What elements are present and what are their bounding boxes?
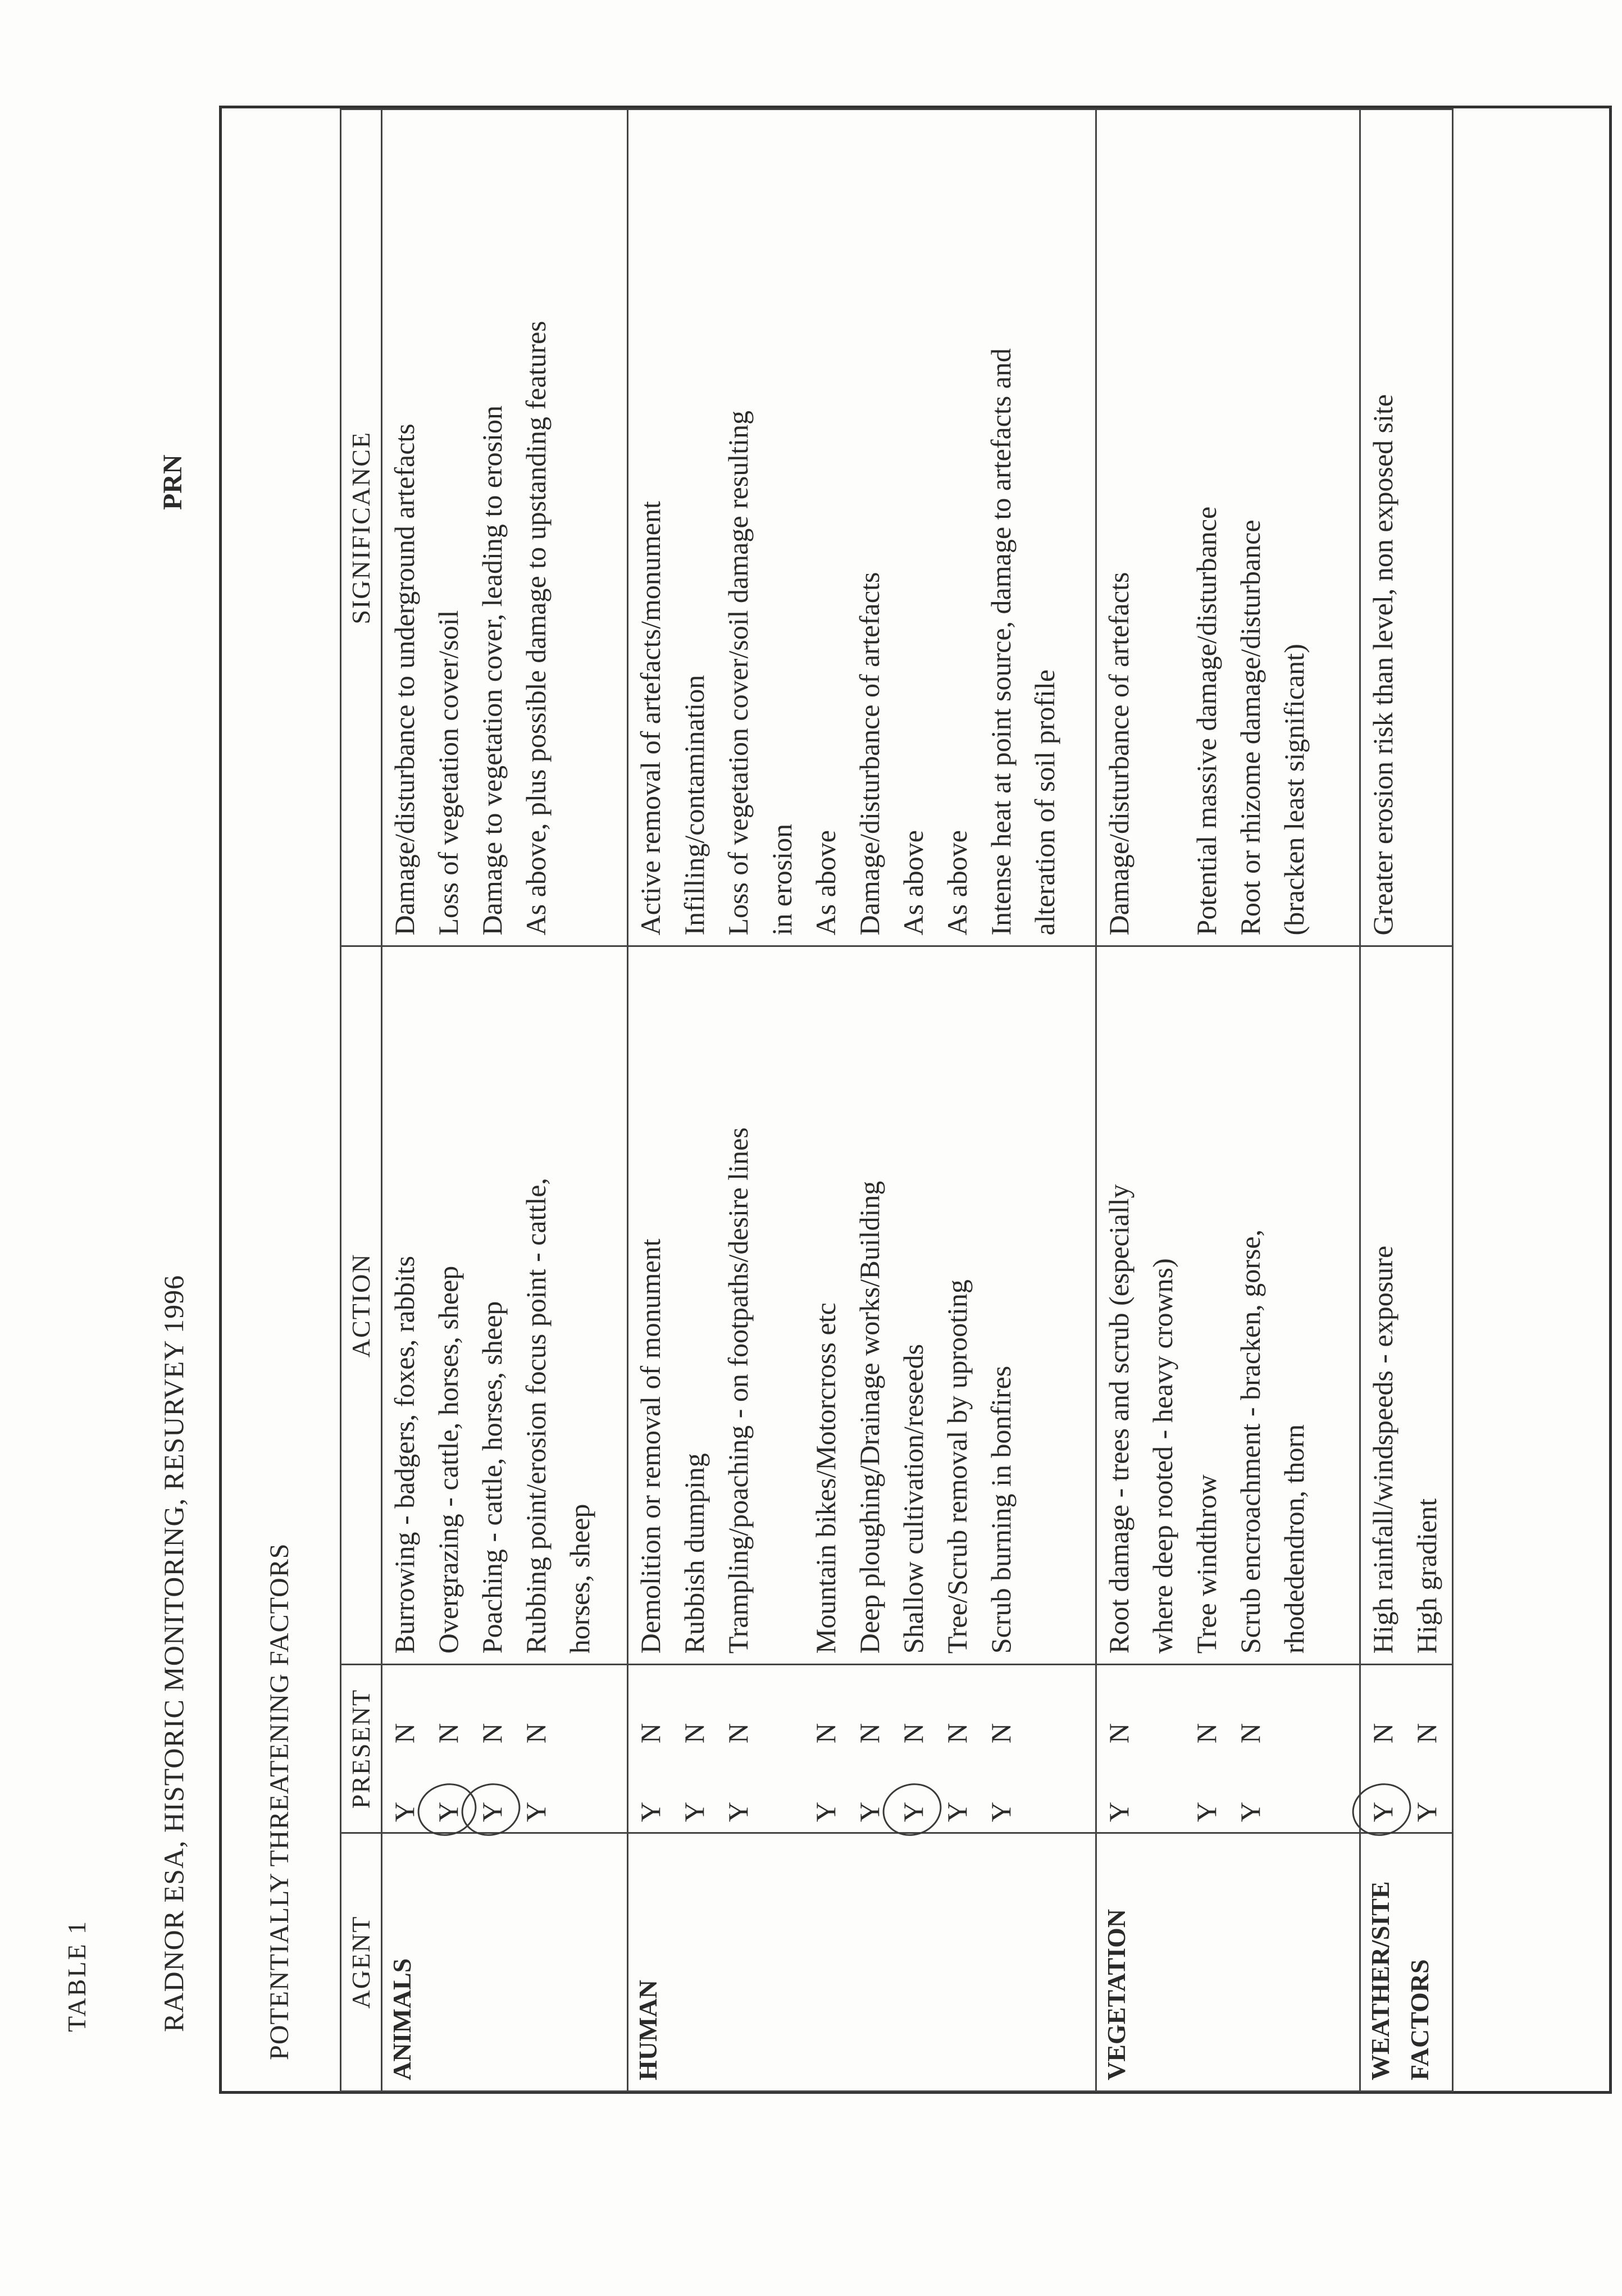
table-row-vegetation [1096, 110, 1360, 2092]
present-human [628, 1665, 1096, 1833]
yes-mark: Y [1234, 1802, 1266, 1823]
yes-mark: Y [854, 1802, 885, 1823]
significance-line: Root or rhizome damage/disturbance [1234, 520, 1266, 936]
significance-line: As above [897, 830, 929, 936]
prn-reference: PRN [158, 454, 188, 510]
agent-human: HUMAN [628, 1833, 1096, 2092]
action-line: Root damage - trees and scrub (especially [1103, 1184, 1135, 1654]
no-mark: N [476, 1723, 508, 1744]
action-line: Poaching - cattle, horses, sheep [476, 1301, 508, 1654]
agent-animals: ANIMALS [382, 1833, 628, 2092]
section-title: POTENTIALLY THREATENING FACTORS [265, 1543, 294, 2060]
table-row-weather-site-factors [1360, 110, 1453, 2092]
significance-human [628, 110, 1096, 946]
significance-line: As above [941, 830, 973, 936]
no-mark: N [432, 1723, 464, 1744]
no-mark: N [1191, 1723, 1222, 1744]
no-mark: N [941, 1723, 973, 1744]
no-mark: N [520, 1723, 552, 1744]
col-header-agent: AGENT [341, 1833, 382, 2092]
action-line: High gradient [1411, 1498, 1442, 1654]
significance-line: alteration of soil profile [1029, 669, 1060, 936]
present-vegetation [1096, 1665, 1360, 1833]
no-mark: N [1367, 1723, 1398, 1744]
action-line: Trampling/poaching - on footpaths/desire lines [722, 1127, 754, 1654]
yes-mark: Y [985, 1802, 1017, 1823]
action-human [628, 946, 1096, 1665]
no-mark: N [389, 1723, 420, 1744]
no-mark: N [854, 1723, 885, 1744]
action-line: Demolition or removal of monument [635, 1238, 666, 1654]
action-vegetation [1096, 946, 1360, 1665]
action-line: Scrub burning in bonfires [985, 1365, 1017, 1654]
yes-mark-circled: Y [891, 1800, 935, 1822]
yes-mark-circled: Y [470, 1800, 514, 1822]
yes-mark: Y [389, 1802, 420, 1823]
yes-mark-circled: Y [426, 1800, 470, 1822]
significance-line: As above [810, 830, 841, 936]
significance-line: Damage/disturbance of artefacts [1103, 572, 1135, 936]
agent-weather-line1: WEATHER/SITE [1366, 1881, 1395, 2080]
no-mark: N [678, 1723, 710, 1744]
no-mark: N [1103, 1723, 1135, 1744]
table-row-animals [382, 110, 628, 2092]
action-line: rhodedendron, thorn [1278, 1424, 1310, 1654]
no-mark: N [1411, 1723, 1442, 1744]
no-mark: N [722, 1723, 754, 1744]
significance-line: Greater erosion risk than level, non exposed site [1367, 394, 1398, 936]
action-line: Rubbish dumping [678, 1453, 710, 1654]
yes-mark: Y [1103, 1802, 1135, 1823]
significance-line: As above, plus possible damage to upstanding features [520, 321, 552, 936]
agent-weather-site-factors [1360, 1833, 1453, 2092]
action-animals [382, 946, 628, 1665]
threatening-factors-table [340, 108, 1454, 2092]
no-mark: N [1234, 1723, 1266, 1744]
yes-mark: Y [678, 1802, 710, 1823]
action-line: High rainfall/windspeeds - exposure [1367, 1245, 1398, 1654]
significance-vegetation [1096, 110, 1360, 946]
no-mark: N [897, 1723, 929, 1744]
yes-mark: Y [1411, 1802, 1442, 1823]
yes-mark: Y [1191, 1802, 1222, 1823]
yes-mark-circled: Y [1361, 1800, 1405, 1822]
no-mark: N [985, 1723, 1017, 1744]
action-line: Rubbing point/erosion focus point - cattle, [520, 1178, 552, 1654]
col-header-present: PRESENT [341, 1665, 382, 1833]
agent-vegetation: VEGETATION [1096, 1833, 1360, 2092]
significance-line: Loss of vegetation cover/soil damage resulting [722, 411, 754, 936]
significance-line: Damage/disturbance of artefacts [854, 572, 885, 936]
significance-weather-site-factors [1360, 110, 1453, 946]
yes-mark: Y [810, 1802, 841, 1823]
action-line: Shallow cultivation/reseeds [897, 1343, 929, 1654]
present-animals [382, 1665, 628, 1833]
action-line: Scrub encroachment - bracken, gorse, [1234, 1229, 1266, 1654]
action-weather-site-factors [1360, 946, 1453, 1665]
action-line: Overgrazing - cattle, horses, sheep [432, 1265, 464, 1654]
significance-line: in erosion [766, 823, 798, 936]
significance-line: Damage to vegetation cover, leading to erosion [476, 405, 508, 936]
action-line: horses, sheep [564, 1504, 595, 1654]
table-label: TABLE 1 [62, 1919, 91, 2032]
significance-line: Loss of vegetation cover/soil [432, 610, 464, 936]
action-line: where deep rooted - heavy crowns) [1147, 1258, 1178, 1654]
significance-line: Infilling/contamination [678, 675, 710, 936]
action-line: Deep ploughing/Drainage works/Building [854, 1181, 885, 1654]
action-line: Tree windthrow [1191, 1474, 1222, 1654]
col-header-action: ACTION [341, 946, 382, 1665]
significance-line: Active removal of artefacts/monument [635, 501, 666, 936]
action-line: Mountain bikes/Motorcross etc [810, 1302, 841, 1654]
no-mark: N [635, 1723, 666, 1744]
present-weather-site-factors [1360, 1665, 1453, 1833]
action-line: Tree/Scrub removal by uprooting [941, 1279, 973, 1654]
col-header-significance: SIGNIFICANCE [341, 110, 382, 946]
yes-mark: Y [520, 1802, 552, 1823]
yes-mark: Y [635, 1802, 666, 1823]
action-line: Burrowing - badgers, foxes, rabbits [389, 1256, 420, 1654]
agent-weather-line2: FACTORS [1405, 1959, 1434, 2080]
header-row [341, 110, 382, 2092]
document-title: RADNOR ESA, HISTORIC MONITORING, RESURVEY 1996 [158, 1274, 189, 2032]
significance-line: (bracken least significant) [1278, 644, 1310, 936]
significance-animals [382, 110, 628, 946]
no-mark: N [810, 1723, 841, 1744]
significance-line: Intense heat at point source, damage to artefacts and [985, 348, 1017, 936]
significance-line: Damage/disturbance to underground artefacts [389, 423, 420, 936]
yes-mark: Y [722, 1802, 754, 1823]
yes-mark: Y [941, 1802, 973, 1823]
significance-line: Potential massive damage/disturbance [1191, 506, 1222, 936]
table-row-human [628, 110, 1096, 2092]
